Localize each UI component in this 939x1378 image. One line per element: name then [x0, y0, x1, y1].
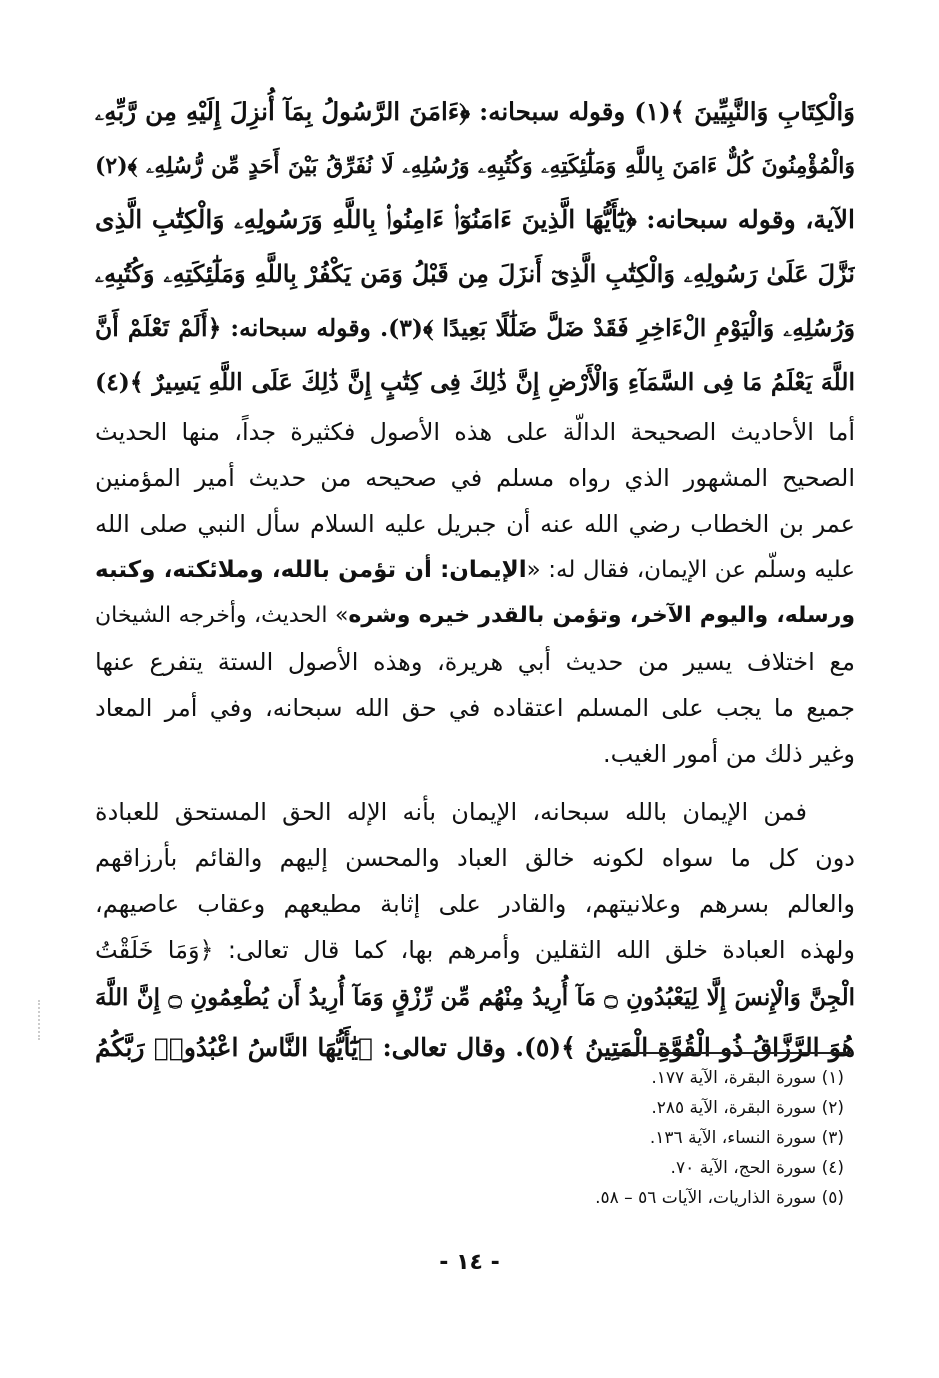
- quran-line: وَالْمُؤْمِنُونَ كُلٌّ ءَامَنَ بِاللَّهِ وَمَلَٰٓئِكَتِهِۦ وَكُتُبِهِۦ وَرُسُلِهِۦ لَا نُفَرِّقُ بَيْنَ أَحَدٍ مِّن رُّسُلِهِۦ ﴾(٢): [95, 153, 855, 179]
- footnote-divider: [616, 1052, 852, 1054]
- quran-line: الآية، وقوله سبحانه: ﴿يَٰٓأَيُّهَا الَّذِينَ ءَامَنُوٓا۟ ءَامِنُوا۟ بِاللَّهِ وَرَسُولِهِۦ وَالْكِتَٰبِ الَّذِى: [95, 205, 855, 234]
- text-line: جميع ما يجب على المسلم اعتقاده في حق الله سبحانه، وفي أمر المعاد: [95, 694, 855, 722]
- text-segment: عليه وسلّم عن الإيمان، فقال له: «: [526, 557, 855, 583]
- quran-line: هُوَ الرَّزَّاقُ ذُو الْقُوَّةِ الْمَتِينُ ﴾(٥). وقال تعالى: ﴿يَٰٓأَيُّهَا النَّاسُ اعْبُدُوا۟ رَبَّكُمُ: [95, 1033, 855, 1062]
- text-line: [95, 593, 855, 639]
- text-line: مع اختلاف يسير من حديث أبي هريرة، وهذه الأصول الستة يتفرع عنها: [95, 648, 855, 676]
- page-number: - ١٤ -: [439, 1250, 500, 1275]
- scan-speck: [38, 1000, 43, 1040]
- text-line: ولهذه العبادة خلق الله الثقلين وأمرهم بها، كما قال تعالى: ﴿وَمَا خَلَقْتُ: [95, 936, 855, 964]
- quran-line: اللَّهَ يَعْلَمُ مَا فِى السَّمَآءِ وَالْأَرْضِ إِنَّ ذَٰلِكَ فِى كِتَٰبٍ إِنَّ ذَٰلِكَ عَلَى اللَّهِ يَسِيرٌ ﴾(٤): [95, 368, 855, 396]
- footnote: (٤) سورة الحج، الآية ٧٠.: [670, 1158, 844, 1178]
- footnote: (١) سورة البقرة، الآية ١٧٧.: [651, 1068, 844, 1088]
- text-line: [95, 547, 855, 593]
- quran-verses-block: [95, 85, 855, 409]
- text-line: فمن الإيمان بالله سبحانه، الإيمان بأنه الإله الحق المستحق للعبادة: [95, 798, 807, 826]
- page-body: [95, 85, 855, 1073]
- quran-verses-block-2: [95, 973, 855, 1073]
- text-segment: » الحديث، وأخرجه الشيخان: [95, 603, 349, 628]
- text-line: الصحيح المشهور الذي رواه مسلم في صحيحه من حديث أمير المؤمنين: [95, 464, 855, 492]
- footnote: (٥) سورة الذاريات، الآيات ٥٦ – ٥٨.: [595, 1188, 844, 1208]
- text-line: عمر بن الخطاب رضي الله عنه أن جبريل عليه السلام سأل النبي صلى الله: [95, 510, 855, 538]
- footnote: (٢) سورة البقرة، الآية ٢٨٥.: [651, 1098, 844, 1118]
- quran-line: الْجِنَّ وَالْإِنسَ إِلَّا لِيَعْبُدُونِ ۝ مَآ أُرِيدُ مِنْهُم مِّن رِّزْقٍ وَمَآ أُرِيدُ أَن يُطْعِمُونِ ۝ إِنَّ اللَّهَ: [95, 984, 855, 1011]
- text-line: أما الأحاديث الصحيحة الدالّة على هذه الأصول فكثيرة جداً، منها الحديث: [95, 418, 855, 446]
- footnote: (٣) سورة النساء، الآية ١٣٦.: [649, 1128, 844, 1148]
- quran-line: وَرُسُلِهِۦ وَالْيَوْمِ الْءَاخِرِ فَقَدْ ضَلَّ ضَلَٰلًا بَعِيدًا ﴾(٣). وقوله سبحانه: ﴿أَلَمْ تَعْلَمْ أَنَّ: [95, 314, 855, 342]
- text-line: وغير ذلك من أمور الغيب.: [603, 740, 855, 768]
- worship-paragraph: [95, 789, 855, 973]
- quran-line: وَالْكِتَابِ وَالنَّبِيِّينَ ﴾(١) وقوله سبحانه: ﴿ءَامَنَ الرَّسُولُ بِمَآ أُنزِلَ إِلَيْهِ مِن رَّبِّهِۦ: [95, 97, 855, 126]
- hadith-quote-bold: ورسله، واليوم الآخر، وتؤمن بالقدر خيره وشره: [348, 603, 855, 628]
- hadith-paragraph: [95, 409, 855, 777]
- text-line: دون كل ما سواه لكونه خالق العباد والمحسن إليهم والقائم بأرزاقهم: [95, 844, 855, 872]
- hadith-quote-bold: الإيمان: أن تؤمن بالله، وملائكته، وكتبه: [95, 557, 527, 583]
- quran-line: نَزَّلَ عَلَىٰ رَسُولِهِۦ وَالْكِتَٰبِ الَّذِىٓ أَنزَلَ مِن قَبْلُ وَمَن يَكْفُرْ بِاللَّهِ وَمَلَٰٓئِكَتِهِۦ وَكُتُبِهِۦ: [95, 259, 855, 288]
- footnotes: [595, 1063, 844, 1213]
- text-line: والعالم بسرهم وعلانيتهم، والقادر على إثابة مطيعهم وعقاب عاصيهم،: [95, 890, 855, 918]
